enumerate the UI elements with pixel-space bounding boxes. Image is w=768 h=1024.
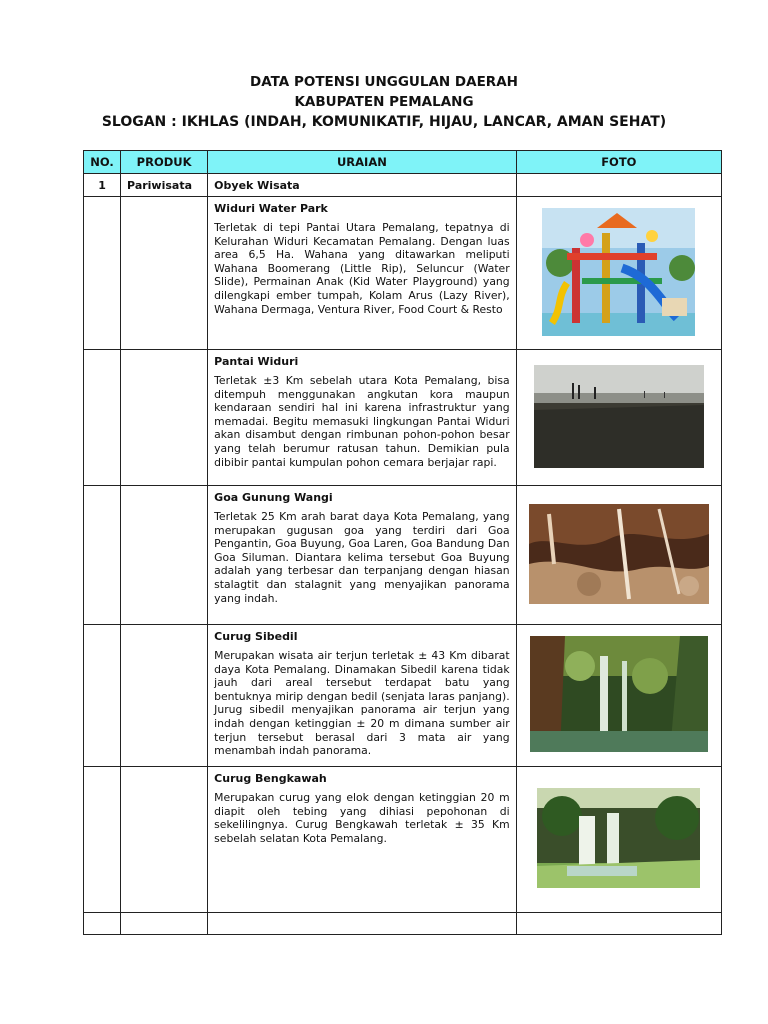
beach-photo	[534, 365, 704, 468]
item-description	[208, 486, 516, 625]
item-photo-cell	[516, 767, 721, 913]
item-title: Pantai Widuri	[214, 355, 299, 368]
category-row	[84, 174, 722, 197]
waterfall-photo	[530, 636, 708, 752]
item-photo-cell	[516, 486, 721, 625]
item-description	[208, 625, 516, 767]
category-no: 1	[84, 174, 121, 197]
item-photo-cell	[516, 625, 721, 767]
document-subtitle: KABUPATEN PEMALANG	[294, 94, 474, 110]
item-title: Curug Sibedil	[214, 630, 298, 643]
item-title: Widuri Water Park	[214, 202, 328, 215]
waterfall-photo	[537, 788, 700, 888]
item-description	[208, 350, 516, 486]
item-text: Terletak di tepi Pantai Utara Pemalang, tepatnya di Kelurahan Widuri Kecamatan Pemalang. Dengan luas area 6,5 Ha. Wahana yang ditawarkan meliputi Wahana Boomerang (Little Rip), Seluncur (Water Slide), Permainan Anak (Kid Water Playground) yang dilengkapi ember tumpah, Kolam Arus (Lazy River), Wahana Dermaga, Ventura River, Food Court & Resto	[214, 221, 510, 316]
table-row	[84, 913, 722, 935]
table-row	[84, 486, 722, 625]
item-title: Goa Gunung Wangi	[214, 491, 333, 504]
category-produk: Pariwisata	[121, 174, 208, 197]
item-text: Terletak ±3 Km sebelah utara Kota Pemalang, bisa ditempuh menggunakan angkutan kora maupun kendaraan sendiri hal ini karena infrastruktur yang memadai. Begitu memasuki lingkungan Pantai Widuri akan disambut dengan rimbunan pohon-pohon besar yang telah berumur ratusan tahun. Demikian pula dibibir pantai kumpulan pohon cemara berjajar rapi.	[214, 374, 510, 469]
potential-table	[83, 150, 722, 935]
item-title: Curug Bengkawah	[214, 772, 327, 785]
water-park-photo	[542, 208, 695, 336]
document-slogan: SLOGAN : IKHLAS (INDAH, KOMUNIKATIF, HIJAU, LANCAR, AMAN SEHAT)	[101, 114, 667, 130]
item-text: Terletak 25 Km arah barat daya Kota Pemalang, yang merupakan gugusan goa yang terdiri dari Goa Pengantin, Goa Buyung, Goa Laren, Goa Bandung Dan Goa Siluman. Diantara kelima tersebut Goa Buyung adalah yang terbesar dan terpanjang dengan hiasan stalagtit dan stalagnit yang menyajikan panorama yang indah.	[214, 510, 510, 605]
header-foto: FOTO	[516, 151, 721, 174]
item-description	[208, 197, 516, 350]
table-row	[84, 625, 722, 767]
header-uraian: URAIAN	[208, 151, 516, 174]
item-photo-cell	[516, 350, 721, 486]
item-photo-cell	[516, 197, 721, 350]
table-row	[84, 767, 722, 913]
table-row	[84, 350, 722, 486]
header-produk: PRODUK	[121, 151, 208, 174]
cave-photo	[529, 504, 709, 604]
category-uraian: Obyek Wisata	[208, 174, 516, 197]
item-description	[208, 767, 516, 913]
document-title: DATA POTENSI UNGGULAN DAERAH	[250, 74, 518, 90]
table-row	[84, 197, 722, 350]
category-foto	[516, 174, 721, 197]
item-text: Merupakan wisata air terjun terletak ± 43 Km dibarat daya Kota Pemalang. Dinamakan Sibedil karena tidak jauh dari areal tersebut terdapat batu yang bentuknya mirip dengan bedil (senjata laras panjang). Jurug sibedil menyajikan panorama air terjun yang indah dengan ketinggian ± 20 m dimana sumber air terjun tersebut berasal dari 3 mata air yang menambah indah panorama.	[214, 649, 510, 758]
table-header-row	[84, 151, 722, 174]
item-text: Merupakan curug yang elok dengan ketinggian 20 m diapit oleh tebing yang dihiasi pepohonan di sekelilingnya. Curug Bengkawah terletak ± 35 Km sebelah selatan Kota Pemalang.	[214, 791, 510, 845]
header-no: NO.	[84, 151, 121, 174]
